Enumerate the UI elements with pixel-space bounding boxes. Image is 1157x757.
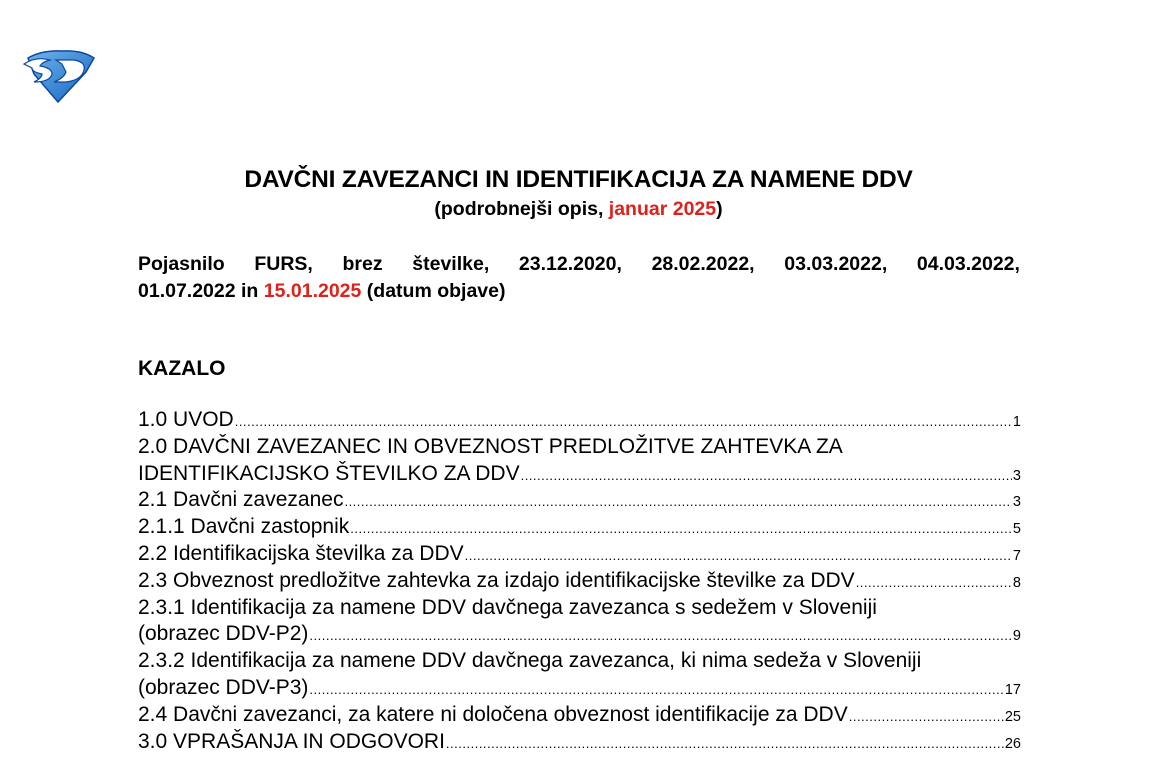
toc-entry[interactable]	[138, 407, 1021, 434]
subtitle-date: januar 2025	[608, 198, 717, 220]
intro-word: 23.12.2020,	[518, 253, 622, 275]
intro-word: 28.02.2022,	[651, 253, 755, 275]
toc-leader	[856, 570, 1012, 597]
intro-word: brez	[342, 253, 383, 275]
intro-word: številke,	[412, 253, 490, 275]
toc-entry-page: 7	[1012, 547, 1021, 564]
table-of-contents	[138, 407, 1021, 755]
toc-entry[interactable]	[138, 487, 1021, 514]
toc-entry-text: (obrazec DDV-P3)	[138, 675, 309, 699]
toc-entry[interactable]	[138, 568, 1021, 595]
toc-entry[interactable]	[138, 514, 1021, 541]
toc-leader	[309, 677, 1003, 704]
toc-entry-text: (obrazec DDV-P2)	[138, 622, 309, 646]
toc-entry-page: 3	[1012, 494, 1021, 511]
intro-word: Pojasnilo	[138, 253, 225, 275]
toc-entry-page: 3	[1012, 467, 1021, 484]
toc-entry-text: 2.4 Davčni zavezanci, za katere ni določena obveznost identifikacije za DDV	[138, 702, 848, 726]
toc-entry-first-line[interactable]: 2.3.1 Identifikacija za namene DDV davčnega zavezanca s sedežem v Sloveniji	[138, 595, 877, 619]
intro-paragraph	[138, 251, 1020, 305]
intro-line2-prefix: 01.07.2022 in	[138, 280, 264, 302]
toc-entry-page: 5	[1012, 521, 1021, 538]
toc-entry[interactable]	[138, 702, 1021, 729]
toc-leader	[849, 704, 1004, 731]
sd-shield-logo-icon	[22, 48, 96, 104]
toc-entry-page: 8	[1012, 574, 1021, 591]
toc-leader	[350, 516, 1012, 543]
toc-entry[interactable]	[138, 675, 1021, 702]
intro-word: FURS,	[254, 253, 313, 275]
toc-entry-page: 25	[1004, 708, 1021, 725]
toc-leader	[521, 463, 1012, 490]
toc-entry-text: IDENTIFIKACIJSKO ŠTEVILKO ZA DDV	[138, 461, 520, 485]
toc-entry[interactable]	[138, 621, 1021, 648]
intro-word: 04.03.2022,	[916, 253, 1020, 275]
intro-line2-suffix: (datum objave)	[361, 280, 506, 302]
toc-leader	[344, 489, 1011, 516]
toc-entry[interactable]	[138, 461, 1021, 488]
toc-entry-page: 26	[1004, 735, 1021, 752]
toc-entry-first-line[interactable]: 2.0 DAVČNI ZAVEZANEC IN OBVEZNOST PREDLOŽITVE ZAHTEVKA ZA	[138, 434, 843, 458]
toc-entry-text: 1.0 UVOD	[138, 408, 234, 431]
toc-leader	[446, 731, 1004, 757]
toc-entry-first-line[interactable]: 2.3.2 Identifikacija za namene DDV davčnega zavezanca, ki nima sedeža v Sloveniji	[138, 649, 922, 673]
intro-line-2	[138, 278, 1020, 305]
toc-entry[interactable]	[138, 729, 1021, 756]
toc-entry-page: 1	[1012, 414, 1021, 430]
toc-leader	[309, 623, 1012, 650]
intro-line-1	[138, 251, 1020, 278]
toc-entry[interactable]	[138, 541, 1021, 568]
toc-entry-text: 2.1.1 Davčni zastopnik	[138, 515, 350, 539]
toc-entry-page: 17	[1004, 681, 1021, 698]
subtitle-prefix: (podrobnejši opis,	[434, 198, 609, 220]
subtitle-suffix: )	[716, 198, 723, 220]
toc-entry-text: 3.0 VPRAŠANJA IN ODGOVORI	[138, 729, 445, 753]
intro-line2-date: 15.01.2025	[263, 280, 362, 302]
toc-entry-text: 2.2 Identifikacijska številka za DDV	[138, 541, 464, 565]
toc-entry-text: 2.1 Davčni zavezanec	[138, 488, 344, 512]
document-title: DAVČNI ZAVEZANCI IN IDENTIFIKACIJA ZA NAMENE DDV	[244, 166, 913, 193]
toc-entry-text: 2.3 Obveznost predložitve zahtevka za izdajo identifikacijske številke za DDV	[138, 568, 855, 592]
toc-leader	[235, 409, 1012, 436]
company-logo	[22, 48, 96, 104]
document-subtitle	[0, 197, 1157, 221]
intro-word: 03.03.2022,	[784, 253, 888, 275]
toc-heading: KAZALO	[138, 357, 226, 380]
toc-entry-page: 9	[1012, 628, 1021, 645]
toc-leader	[465, 543, 1012, 570]
